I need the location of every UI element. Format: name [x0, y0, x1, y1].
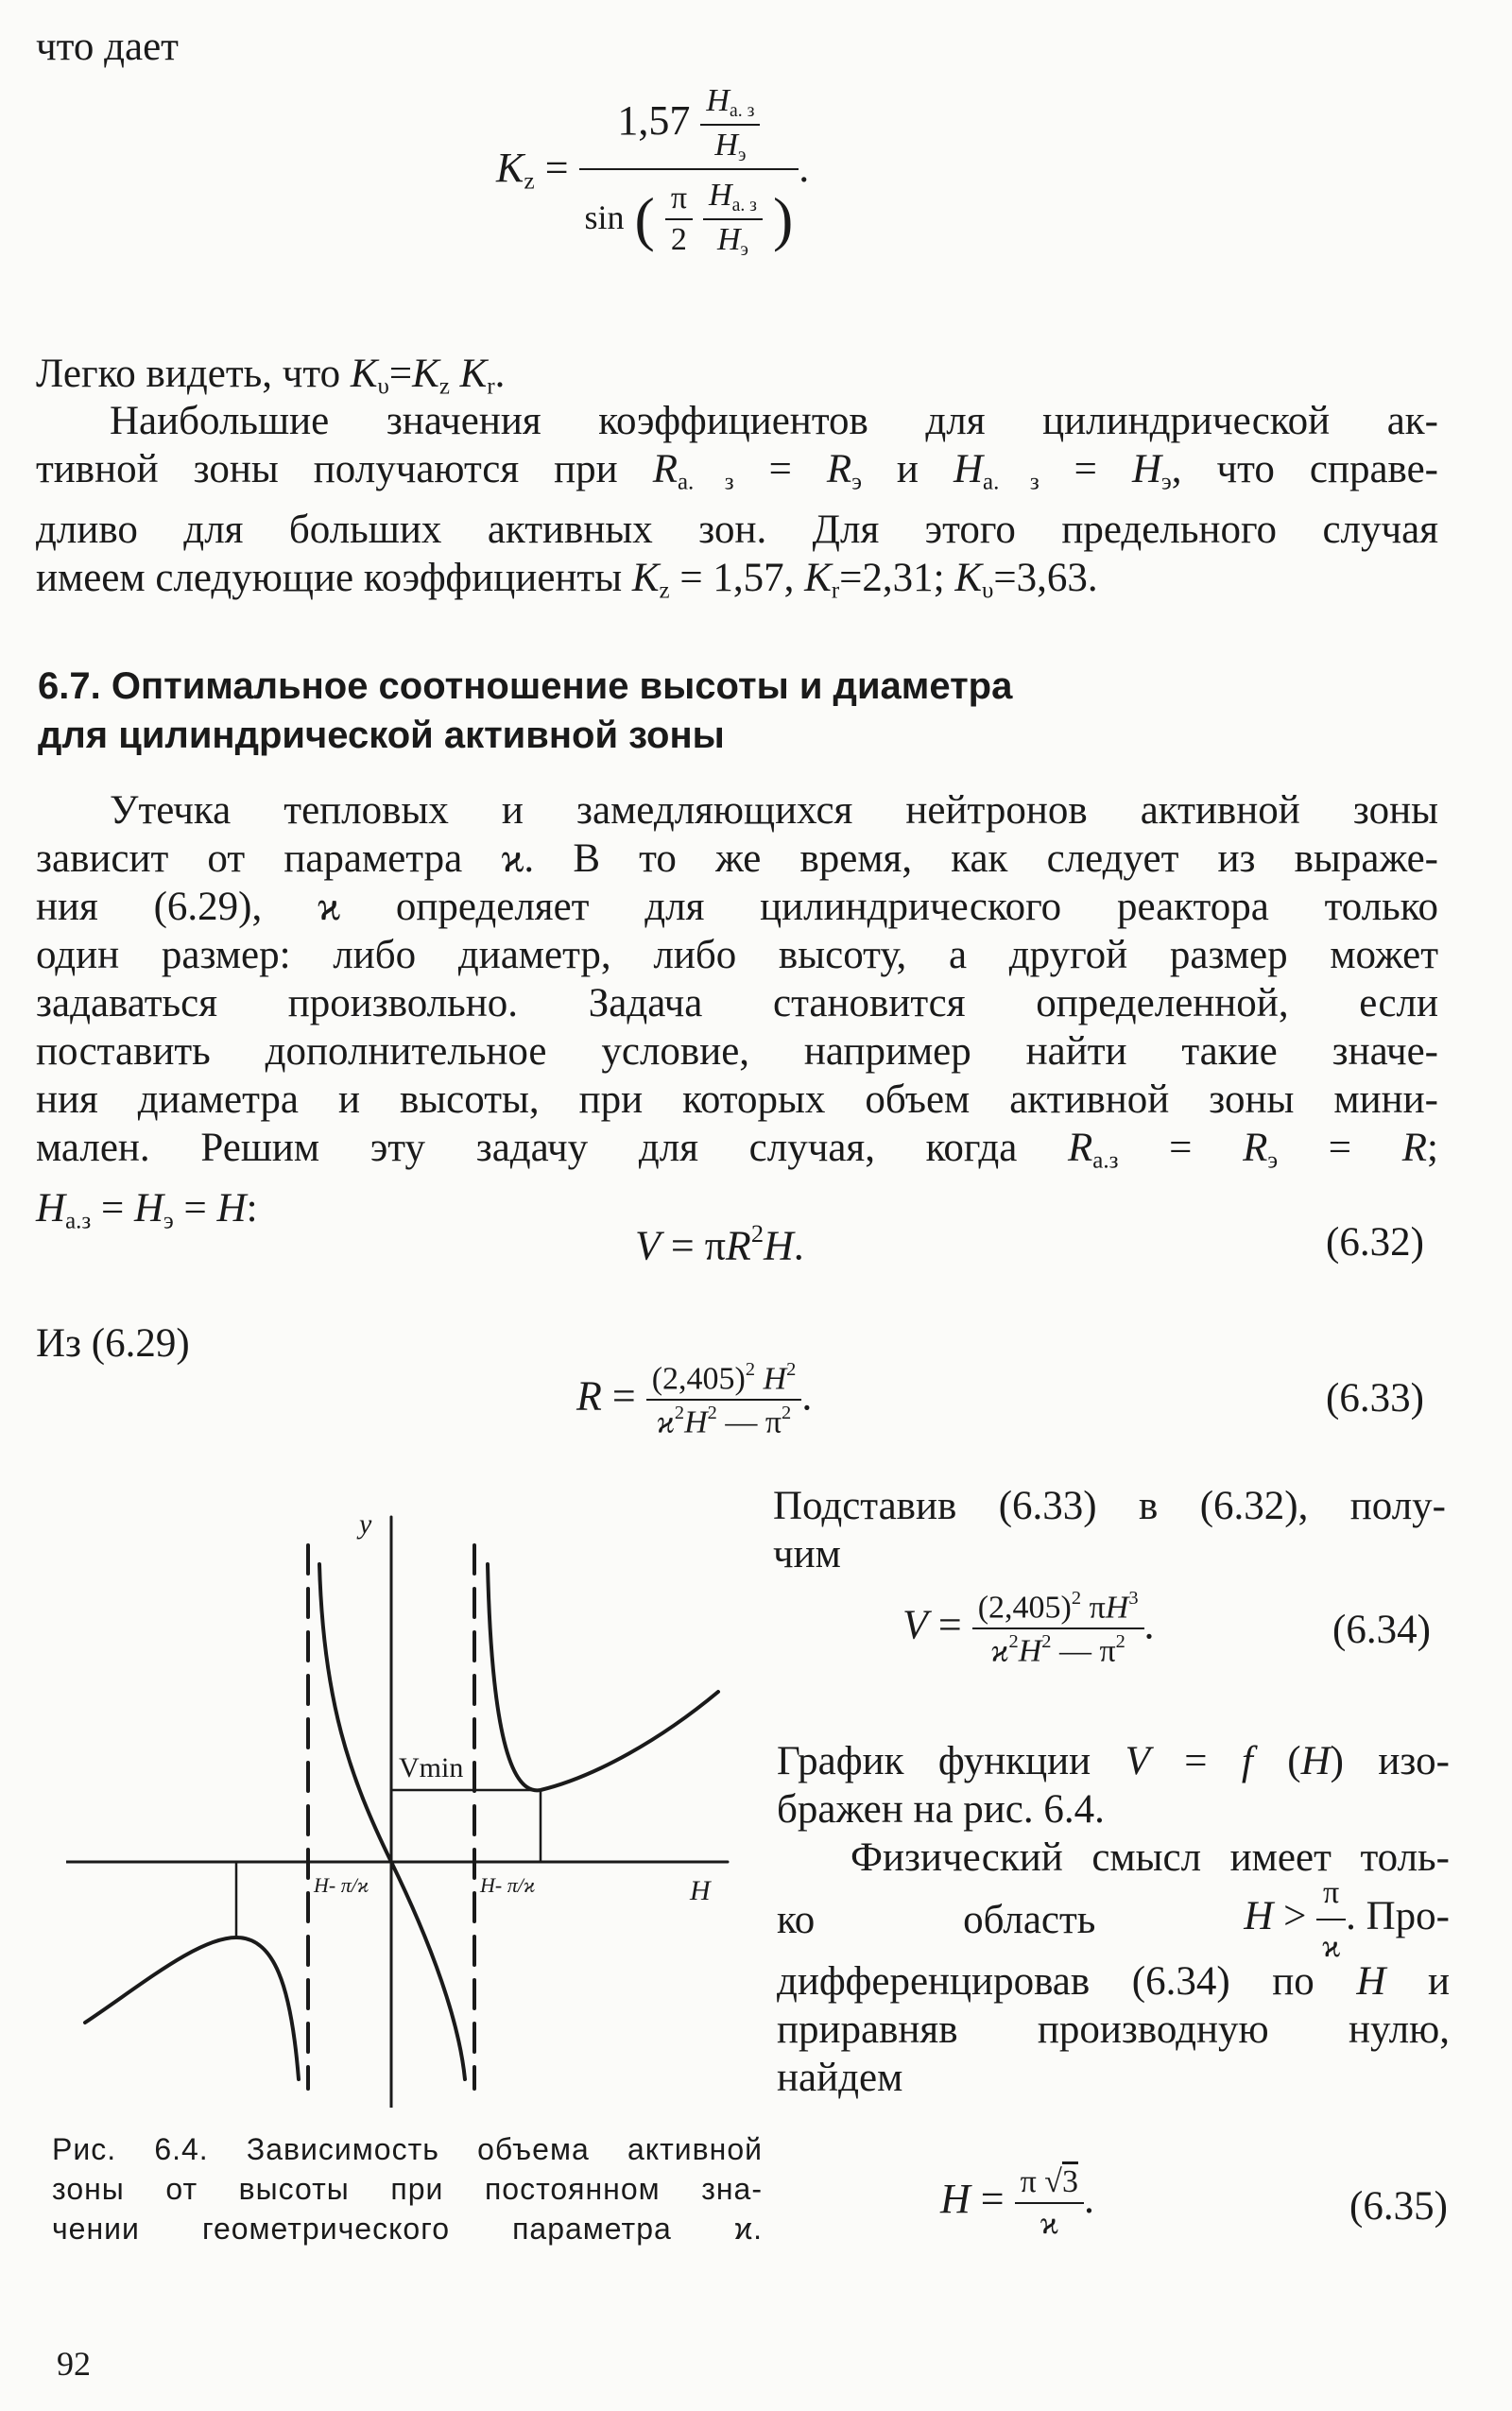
equation-6-33: R = $\frac{(2,405)^2 H^2}{ϰ^2H^2 — \pi^2}$ . [576, 1359, 813, 1440]
equation-number-6-35: (6.35) [1349, 2184, 1448, 2229]
section-heading [38, 662, 1399, 760]
intro-text: что дает [36, 25, 179, 69]
paragraph-leakage: Утечка тепловых и замедляющихся нейтронов активной зоны зависит от параметра ϰ. В то же время, как следует из выраже- ния (6.29), ϰ определяет для цилиндрического реактора только один размер: либо диаметр, либо высоту, а другой размер может задаваться произвольно. Задача становится определенной, если поставить дополнительное условие, например найти такие значе- ния диаметра и высоты, при которых объем активной зоны мини- мален. Решим эту задачу для случая, когда $R_{а.з} = R_э = R$; $H_{а.з} = H_э = H$: [36, 788, 1438, 1234]
equation-number-6-33: (6.33) [1326, 1376, 1424, 1421]
negative-asymptote-label: H- π/ϰ [314, 1873, 369, 1897]
equation-number-6-34: (6.34) [1332, 1608, 1431, 1652]
figure-caption: Рис. 6.4. Зависимость объема активной зоны от высоты при постоянном зна- чении геометрического параметра ϰ. [52, 2132, 763, 2246]
section-number: 6.7. [38, 665, 101, 707]
equation-number-6-32: (6.32) [1326, 1220, 1424, 1265]
curve-left-branch [85, 1937, 299, 2079]
kz-fraction: 1,57 $\frac{H_{а. з}}{H_э}$ sin ( $\frac{\pi}{2}$ $\frac{H_{а. з}}{H_э}$ ) [579, 83, 799, 261]
curve-right-branch [488, 1564, 718, 1790]
equation-kz: $K_z$ = 1,57 $\frac{H_{а. з}}{H_э}$ sin ( $\frac{\pi}{2}$ $\frac{H_{а. з}}{H_э}$ ) . [496, 83, 810, 260]
page-number: 92 [57, 2345, 91, 2383]
from-6-29-text: Из (6.29) [36, 1321, 190, 1366]
x-axis-label: H [690, 1875, 711, 1906]
vmin-label: Vmin [399, 1752, 464, 1783]
paragraph-max-coefficients: Наибольшие значения коэффициентов для цилиндрической ак- тивной зоны получаются при $R_{а. з} = R_э$ и $H_{а. з} = H_э$, что справе- дливо для больших активных зон. Для этого предельного случая имеем следующие коэффициенты $K_z = 1,57$, $K_r=2,31$; $K_\upsilon=3,63$. [36, 399, 1438, 604]
y-axis-label: y [359, 1508, 372, 1540]
section-title-line2: для цилиндрической активной зоны [38, 715, 725, 756]
paragraph-graph-ref: График функции V = f (H) изо- бражен на рис. 6.4. [777, 1739, 1450, 1832]
positive-asymptote-label: H- π/ϰ [480, 1873, 536, 1897]
paragraph-physical-meaning: Физический смысл имеет толь- ко область H > $\frac{\pi}{ϰ}$ . Про- дифференцировав (6.34) по H и приравняв производную нулю, найдем [777, 1835, 1450, 2100]
paragraph-kv-relation: Легко видеть, что $K_\upsilon=K_z$ $K_r$. [36, 352, 506, 400]
equation-6-32: $V = \pi R^2H$. [635, 1219, 804, 1269]
equation-6-34: V = $\frac{(2,405)^2 \pi H^3}{ϰ^2H^2 — \pi^2}$ . [902, 1588, 1155, 1669]
figure-6-4-graph [66, 1493, 747, 2108]
section-title-line1: Оптимальное соотношение высоты и диаметра [111, 665, 1013, 707]
paragraph-substitute: Подставив (6.33) в (6.32), полу- чим [773, 1484, 1446, 1576]
equation-6-35: H = $\frac{\pi √3}{ϰ}$ . [940, 2164, 1094, 2241]
